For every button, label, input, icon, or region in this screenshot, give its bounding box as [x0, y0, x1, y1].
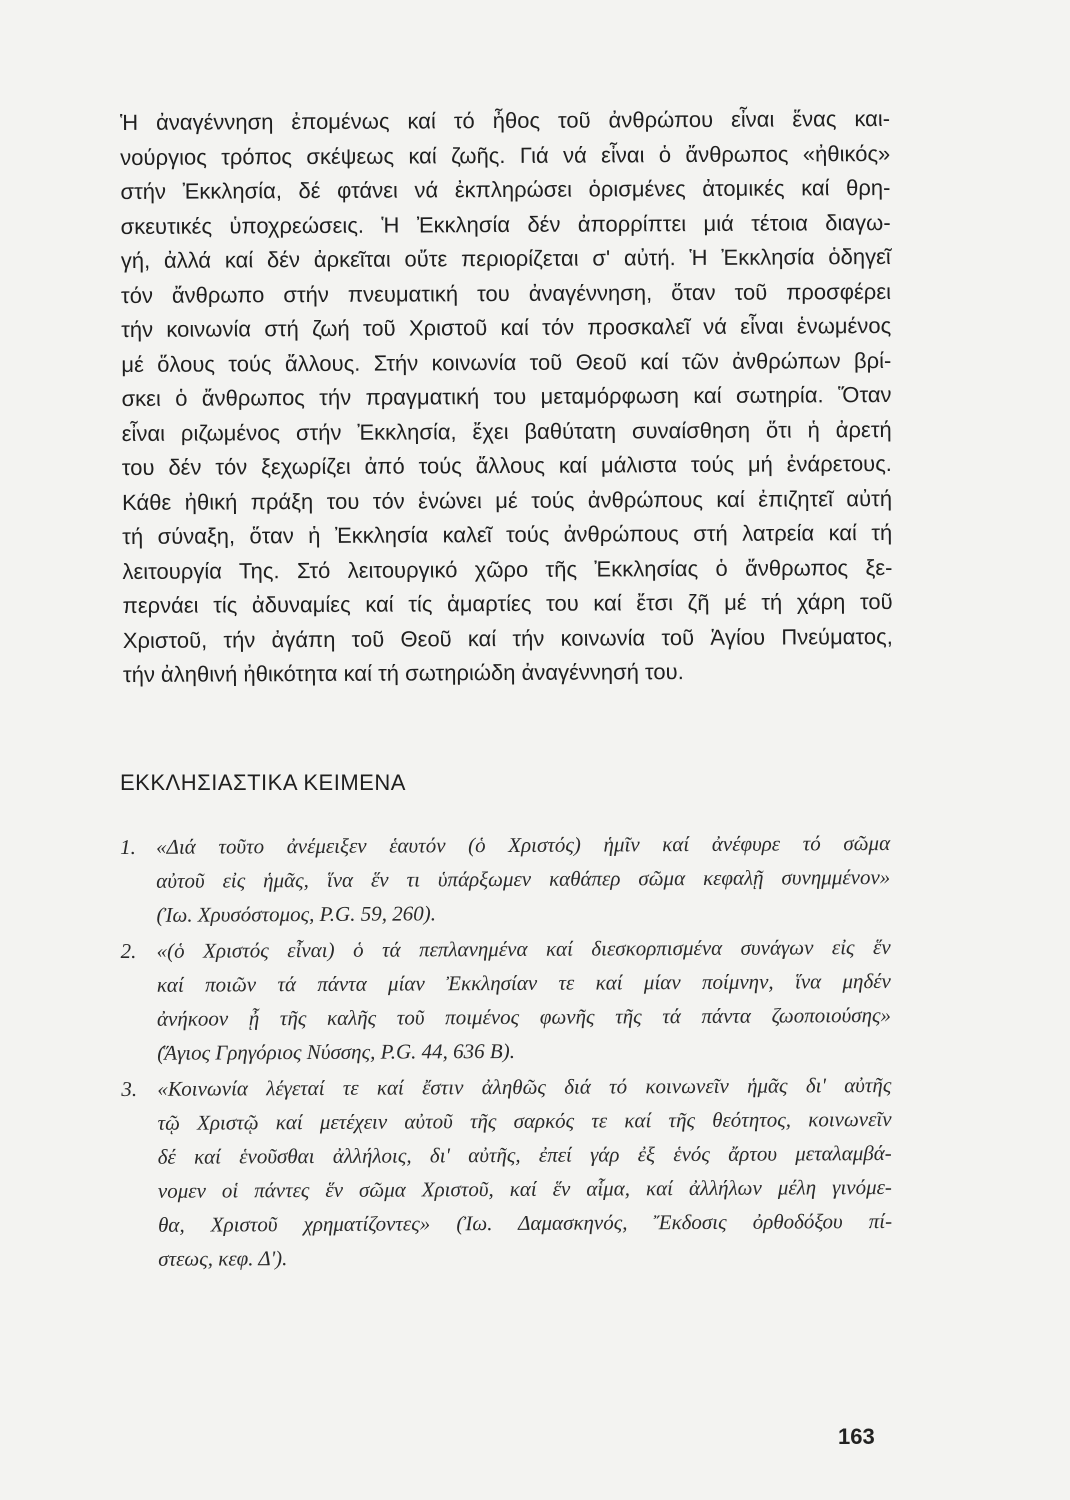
- quotes-list: [120, 826, 892, 1278]
- body-line: του δέν τόν ξεχωρίζει ἀπό τούς ἄλλους καί μάλιστα τούς μή ἐνάρετους.: [121, 450, 892, 480]
- body-paragraph: [120, 102, 893, 693]
- body-line: μέ ὅλους τούς ἄλλους. Στήν κοινωνία τοῦ Θεοῦ καί τῶν ἀνθρώπων βρί-: [121, 347, 892, 377]
- section-heading: ΕΚΚΛΗΣΙΑΣΤΙΚΑ ΚΕΙΜΕΝΑ: [120, 770, 406, 795]
- quote-line: νομεν οἱ πάντες ἕν σῶμα Χριστοῦ, καί ἕν αἷμα, καί ἀλλήλων μέλη γινόμε-: [157, 1174, 892, 1203]
- body-line: Χριστοῦ, τήν ἀγάπη τοῦ Θεοῦ καί τήν κοινωνία τοῦ Ἁγίου Πνεύματος,: [122, 623, 893, 653]
- body-line: νούργιος τρόπος σκέψεως καί ζωῆς. Γιά νά εἶναι ὁ ἄνθρωπος «ἠθικός»: [120, 140, 891, 170]
- quote-line: δέ καί ἑνοῦσθαι ἀλλήλοις, δι' αὐτῆς, ἐπεί γάρ ἐξ ἑνός ἄρτου μεταλαμβά-: [157, 1140, 892, 1169]
- body-line: τήν ἀληθινή ἠθικότητα καί τή σωτηριώδη ἀναγέννησή του.: [122, 659, 684, 687]
- quote-line: ἀνήκοον ᾖ τῆς καλῆς τοῦ ποιμένος φωνῆς τῆς τά πάντα ζωοποιούσης»: [156, 1002, 892, 1031]
- quote-item: [121, 1068, 892, 1276]
- body-line: γή, ἀλλά καί δέν ἀρκεῖται οὔτε περιορίζεται σ' αὐτή. Ἡ Ἐκκλησία ὁδηγεῖ: [120, 243, 891, 273]
- body-line: λειτουργία Της. Στό λειτουργικό χῶρο τῆς Ἐκκλησίας ὁ ἄνθρωπος ξε-: [122, 554, 893, 584]
- quote-line: στεως, κεφ. Δ').: [158, 1246, 288, 1271]
- body-line: τόν ἄνθρωπο στήν πνευματική του ἀναγέννηση, ὅταν τοῦ προσφέρει: [120, 278, 892, 308]
- quote-line: τῷ Χριστῷ καί μετέχειν αὐτοῦ τῆς σαρκός τε καί τῆς θεότητος, κοινωνεῖν: [157, 1106, 892, 1135]
- quote-number: 2.: [120, 938, 137, 963]
- quote-number: 1.: [120, 834, 136, 859]
- quote-line: αὐτοῦ εἰς ἡμᾶς, ἵνα ἕν τι ὑπάρξωμεν καθάπερ σῶμα κεφαλῇ συνημμένον»: [156, 864, 891, 893]
- quote-line: (Ἰω. Χρυσόστομος, P.G. 59, 260).: [156, 901, 436, 927]
- body-line: σκει ὁ ἄνθρωπος τήν πραγματική του μεταμόρφωση καί σωτηρία. Ὅταν: [121, 381, 892, 411]
- body-line: σκευτικές ὑποχρεώσεις. Ἡ Ἐκκλησία δέν ἀπορρίπτει μιά τέτοια διαγω-: [120, 209, 891, 239]
- quote-line: «(ὁ Χριστός εἶναι) ὁ τά πεπλανημένα καί διεσκορπισμένα συνάγων εἰς ἕν: [156, 934, 891, 963]
- quote-line: «Κοινωνία λέγεταί τε καί ἔστιν ἀληθῶς διά τό κοινωνεῖν ἡμᾶς δι' αὐτῆς: [157, 1072, 892, 1101]
- quote-line: καί ποιῶν τά πάντα μίαν Ἐκκλησίαν τε καί μίαν ποίμνην, ἵνα μηδέν: [156, 968, 891, 997]
- quote-item: [120, 826, 891, 932]
- page-number: 163: [838, 1424, 875, 1449]
- body-line: τήν κοινωνία στή ζωή τοῦ Χριστοῦ καί τόν προσκαλεῖ νά εἶναι ἑνωμένος: [121, 312, 892, 342]
- body-line: Ἡ ἀναγέννηση ἐπομένως καί τό ἦθος τοῦ ἀνθρώπου εἶναι ἕνας και-: [120, 105, 891, 135]
- quote-line: (Ἅγιος Γρηγόριος Νύσσης, P.G. 44, 636 B).: [157, 1038, 515, 1065]
- quote-line: «Διά τοῦτο ἀνέμειξεν ἑαυτόν (ὁ Χριστός) ἡμῖν καί ἀνέφυρε τό σῶμα: [156, 830, 891, 859]
- body-line: εἶναι ριζωμένος στήν Ἐκκλησία, ἔχει βαθύτατη συναίσθηση ὅτι ἡ ἀρετή: [121, 416, 892, 446]
- body-line: Κάθε ἠθική πράξη του τόν ἑνώνει μέ τούς ἀνθρώπους καί ἐπιζητεῖ αὐτή: [122, 485, 893, 515]
- quote-line: θα, Χριστοῦ χρηματίζοντες» (Ἰω. Δαμασκηνός, Ἔκδοσις ὀρθοδόξου πί-: [158, 1208, 893, 1237]
- body-line: περνάει τίς ἀδυναμίες καί τίς ἁμαρτίες του καί ἔτσι ζῆ μέ τή χάρη τοῦ: [122, 588, 893, 618]
- quote-number: 3.: [121, 1076, 138, 1101]
- body-line: στήν Ἐκκλησία, δέ φτάνει νά ἐκπληρώσει ὁρισμένες ἀτομικές καί θρη-: [120, 174, 891, 204]
- body-line: τή σύναξη, ὅταν ἡ Ἐκκλησία καλεῖ τούς ἀνθρώπους στή λατρεία καί τή: [122, 519, 893, 549]
- quote-item: [121, 930, 892, 1070]
